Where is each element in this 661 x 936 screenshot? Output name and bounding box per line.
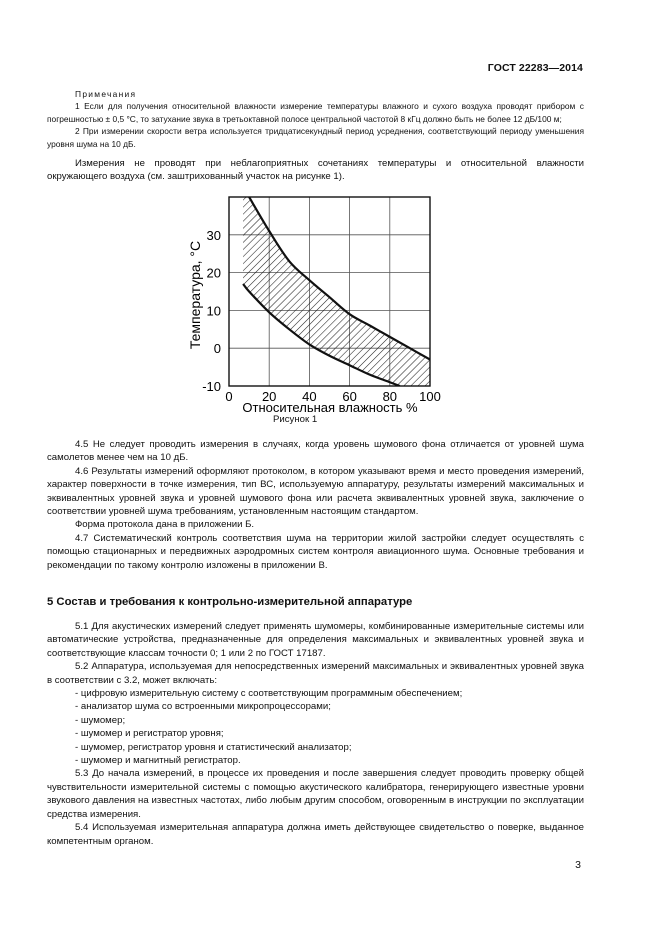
x-tick-label: 100 [419,389,441,404]
section-5-title: 5 Состав и требования к контрольно-измерительной аппаратуре [47,596,413,608]
para-4-6: 4.6 Результаты измерений оформляют протоколом, в котором указывают время и место проведения измерений, характер поверхности в точке измерения, тип ВС, используемую аппаратуру, результаты измерений максимальных и эквивалентных уровней звука и уровней шумового фона или расчета эквивалентных уровней звука, заключение о соответствии уровней шума требованиям, установленным настоящим стандартом. [47,465,584,518]
figure-caption: Рисунок 1 [273,414,318,425]
y-axis-label: Температура, °С [187,240,203,350]
para-4-5: 4.5 Не следует проводить измерения в случаях, когда уровень шумового фона отличается от уровней шума самолетов менее чем на 10 дБ. [47,439,584,464]
y-tick-label: 20 [206,265,221,281]
page-number: 3 [575,859,581,871]
y-tick-labels [202,228,221,394]
figure-1-chart [180,185,460,415]
para-5-4: 5.4 Используемая измерительная аппаратура должна иметь действующее свидетельство о поверке, выданное компетентным органом. [47,822,584,847]
y-tick-label: 0 [213,341,221,357]
x-tick-label: 20 [261,389,277,404]
para-5-3: 5.3 До начала измерений, в процессе их проведения и после завершения следует проводить проверку общей чувствительности измерительной системы с помощью акустического калибратора, генерирующего известные уровни звукового давления на известных частотах, либо любым другим способом, оговоренным в инструкции по эксплуатации средства измерения. [47,768,584,820]
x-tick-label: 80 [382,389,398,404]
equipment-list-item: - шумомер, регистратор уровня и статистический анализатор; [75,741,352,753]
equipment-list-item: - цифровую измерительную систему с соответствующим программным обеспечением; [75,688,463,700]
equipment-list-item: - шумомер и магнитный регистратор. [75,755,241,767]
note-2: 2 При измерении скорости ветра используется тридцатисекундный период усреднения, соответствующий периоду уменьшения уровня шума на 10 дБ. [47,126,584,149]
y-tick-label: 10 [206,303,221,319]
notes-heading: Примечания [75,89,137,99]
note-1: 1 Если для получения относительной влажности измерение температуры влажного и сухого воздуха проводят прибором с погрешностью ± 0,5 °С, то затухание звука в третьоктавной полосе центральной частотой 8 кГц должно быть не более 12 дБ/100 м; [47,101,584,124]
para-5-2: 5.2 Аппаратура, используемая для непосредственных измерений максимальных и эквивалентных уровней звука в соответствии с 3.2, может включать: [47,661,584,686]
x-axis-label: Относительная влажность % [242,400,418,415]
equipment-list-item: - шумомер; [75,714,126,726]
para-4-7: 4.7 Систематический контроль соответствия шума на территории жилой застройки следует осуществлять с помощью стационарных и передвижных аэродромных систем контроля авиационного шума. Основные требования и рекомендации по такому контролю изложены в приложении В. [47,532,584,571]
section-4-continued [47,438,584,572]
equipment-list-item: - анализатор шума со встроенными микропроцессорами; [75,701,331,713]
standard-header: ГОСТ 22283—2014 [487,62,583,74]
equipment-list-item: - шумомер и регистратор уровня; [75,728,224,740]
intro-paragraph [47,157,584,184]
protocol-form-note: Форма протокола дана в приложении Б. [75,519,255,531]
y-tick-label: 30 [206,227,221,243]
section-5-body [47,620,584,848]
notes-block [47,88,584,150]
para-5-1: 5.1 Для акустических измерений следует применять шумомеры, комбинированные измерительные системы или автоматические устройства, предназначенные для определения максимальных и эквивалентных уровней звука и соответствующие классам точности 0; 1 или 2 по ГОСТ 17187. [47,621,584,659]
y-tick-label: -10 [202,379,221,394]
x-tick-label: 60 [342,389,357,404]
unfavourable-zone [243,197,430,386]
x-tick-label: 40 [302,389,317,404]
intro-text: Измерения не проводят при неблагоприятных сочетаниях температуры и относительной влажности окружающего воздуха (см. заштрихованный участок на рисунке 1). [47,158,584,183]
x-tick-label: 0 [225,389,233,404]
